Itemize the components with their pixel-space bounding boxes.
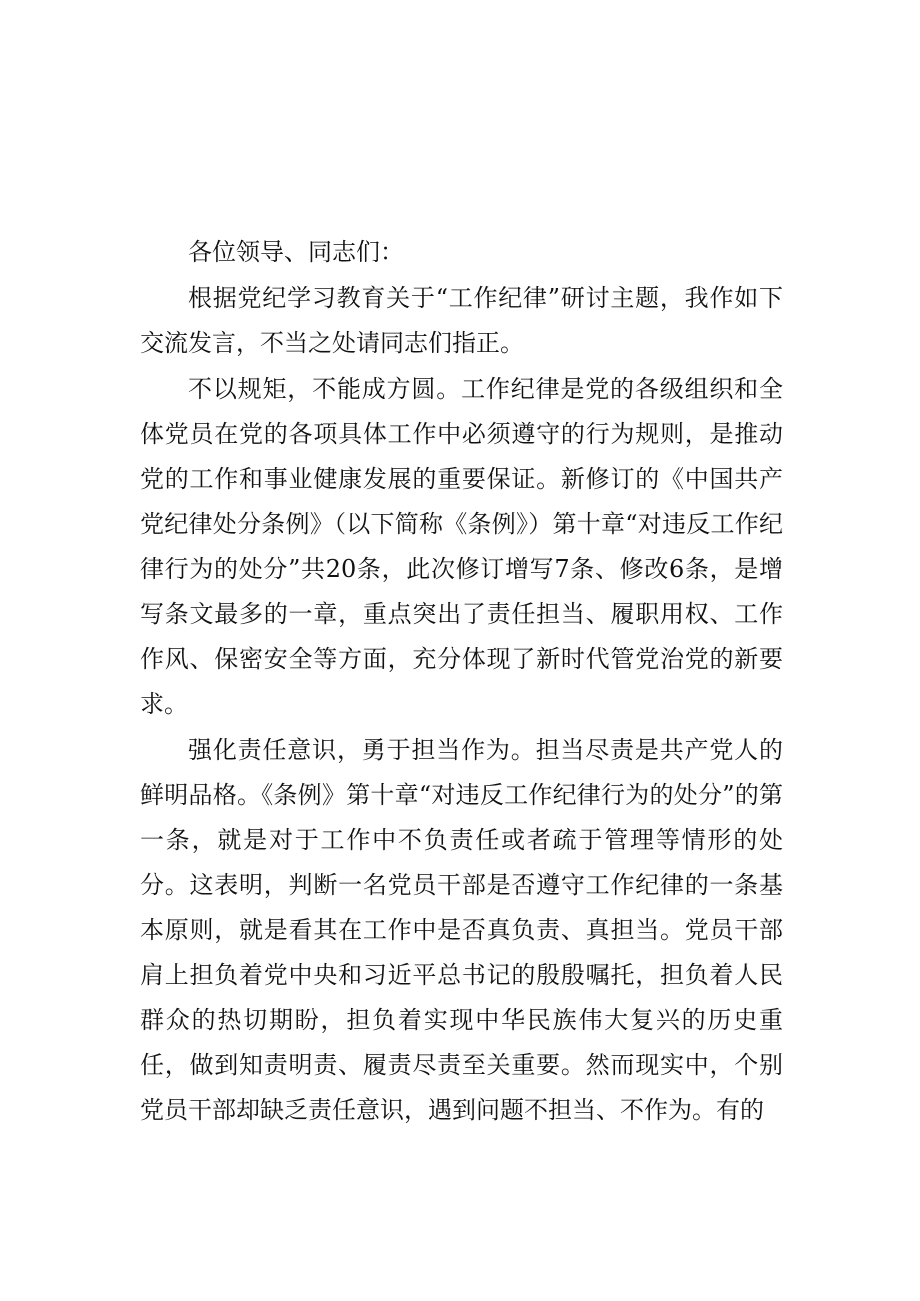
document-body <box>140 230 783 1133</box>
salutation: 各位领导、同志们： <box>188 238 404 266</box>
paragraph-rules: 不以规矩，不能成方圆。工作纪律是党的各级组织和全体党员在党的各项具体工作中必须遵守的行为规则，是推动党的工作和事业健康发展的重要保证。新修订的《中国共产党纪律处分条例》（以下简称《条例》）第十章“对违反工作纪律行为的处分”共20条，此次修订增写7条、修改6条，是增写条文最多的一章，重点突出了责任担当、履职用权、工作作风、保密安全等方面，充分体现了新时代管党治党的新要求。 <box>140 375 783 718</box>
paragraph-intro: 根据党纪学习教育关于“工作纪律”研讨主题，我作如下交流发言，不当之处请同志们指正。 <box>140 284 783 357</box>
paragraph-responsibility: 强化责任意识，勇于担当作为。担当尽责是共产党人的鲜明品格。《条例》第十章“对违反工作纪律行为的处分”的第一条，就是对于工作中不负责任或者疏于管理等情形的处分。这表明，判断一名党员干部是否遵守工作纪律的一条基本原则，就是看其在工作中是否真负责、真担当。党员干部肩上担负着党中央和习近平总书记的殷殷嘱托，担负着人民群众的热切期盼，担负着实现中华民族伟大复兴的历史重任，做到知责明责、履责尽责至关重要。然而现实中，个别党员干部却缺乏责任意识，遇到问题不担当、不作为。有的 <box>140 736 783 1124</box>
